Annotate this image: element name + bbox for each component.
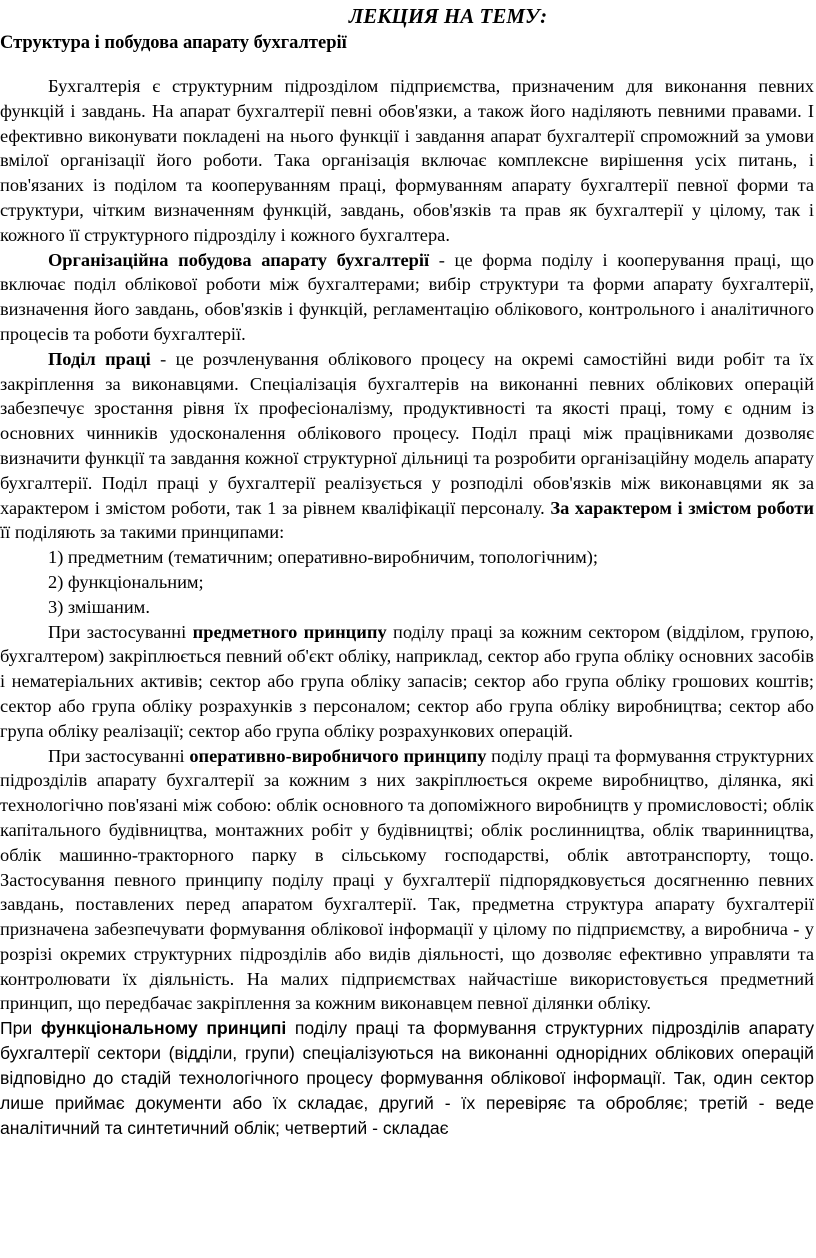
list-item: 1) предметним (тематичним; оперативно-виробничим, топологічним); bbox=[48, 547, 598, 568]
term-organizational-structure: Організаційна побудова апарату бухгалтерії bbox=[48, 249, 430, 270]
paragraph-organization: Організаційна побудова апарату бухгалтерії - це форма поділу і кооперування праці, що включає поділ облікової роботи між бухгалтерами; вибір структури та форми апарату бухгалтерії, визначення його завдань, обов'язків і функцій, регламентацію облікового, контрольного і аналітичного процесів та роботи бухгалтерії. bbox=[0, 249, 815, 344]
term-operational-principle: оперативно-виробничого принципу bbox=[189, 745, 487, 766]
term-subject-principle: предметного принципу bbox=[192, 621, 387, 642]
lecture-subtitle: Структура і побудова апарату бухгалтерії bbox=[0, 33, 347, 53]
paragraph-subject-principle: При застосуванні предметного принципу поділу праці за кожним сектором (відділом, групою, бухгалтером) закріплюється певний об'єкт обліку, наприклад, сектор або група обліку основних засобів і нематеріальних активів; сектор або група обліку запасів; сектор або група обліку грошових коштів; сектор або група обліку розрахунків з персоналом; сектор або група обліку виробництва; сектор або група обліку реалізації; сектор або група обліку розрахункових операцій. bbox=[0, 621, 814, 741]
paragraph-division-of-labor: Поділ праці - це розчленування облікового процесу на окремі самостійні види робіт та їх закріплення за виконавцями. Спеціалізація бухгалтерів на виконанні певних облікових операцій забезпечує зростання рівня їх професіоналізму, продуктивності та якості праці, тому є одним із основних чинників удосконалення облікового процесу. Поділ праці між працівниками дозволяє визначити функції та завдання кожної структурної дільниці та розробити організаційну модель апарату бухгалтерії. Поділ праці у бухгалтерії реалізується у розподілі обов'язків між виконавцями як за характером і змістом роботи, так 1 за рівнем кваліфікації персоналу. За характером і змістом роботи її поділяють за такими принципами: bbox=[0, 348, 814, 543]
term-division-of-labor: Поділ праці bbox=[48, 348, 151, 369]
lecture-title: ЛЕКЦИЯ НА ТЕМУ: bbox=[348, 4, 548, 28]
term-functional-principle: функціональному принципі bbox=[40, 1018, 287, 1039]
paragraph-intro: Бухгалтерія є структурним підрозділом підприємства, призначеним для виконання певних функцій і завдань. На апарат бухгалтерії певні обов'язки, а також його наділяють певними правами. І ефективно виконувати покладені на нього функції і завдання апарат бухгалтерії спроможний за умови вмілої організації його роботи. Така організація включає комплексне вирішення усіх питань, і пов'язаних із поділом та кооперуванням праці, формуванням апарату бухгалтерії певної форми та структури, чітким визначенням функцій, завдань, обов'язків та прав як бухгалтерії у цілому, так і кожного її структурного підрозділу і кожного бухгалтера. bbox=[0, 76, 814, 245]
paragraph-functional-principle: При функціональному принципі поділу праці та формування структурних підрозділів апарату бухгалтерії сектори (відділи, групи) спеціалізуються на виконанні однорідних облікових операцій відповідно до стадій технологічного процесу формування облікової інформації. Так, один сектор лише приймає документи або їх складає, другий - їх перевіряє та обробляє; третій - веде аналітичний та синтетичний облік; четвертий - складає bbox=[0, 1018, 814, 1139]
lecture-body bbox=[0, 74, 814, 1141]
list-item: 3) змішаним. bbox=[48, 596, 150, 617]
paragraph-operational-principle: При застосуванні оперативно-виробничого принципу поділу праці та формування структурних підрозділів апарату бухгалтерії за кожним з них закріплюється окреме виробництво, ділянка, які технологічно пов'язані між собою: облік основного та допоміжного виробництв у промисловості; облік капітального будівництва, монтажних робіт у будівництві; облік рослинництва, облік тваринництва, облік машинно-тракторного парку в сільському господарстві, облік автотранспорту, тощо. Застосування певного принципу поділу праці у бухгалтерії підпорядковується досягненню певних завдань, поставлених перед апаратом бухгалтерії. Так, предметна структура апарату бухгалтерії призначена забезпечувати формування облікової інформації у цілому по підприємству, а виробнича - у розрізі окремих структурних підрозділів або видів діяльності, що дозволяє ефективно управляти та контролювати їх діяльність. На малих підприємствах найчастіше використовується предметний принцип, що передбачає закріплення за кожним виконавцем певної ділянки обліку. bbox=[0, 745, 814, 1014]
list-item: 2) функціональним; bbox=[48, 571, 204, 592]
term-by-nature-of-work: За характером і змістом роботи bbox=[550, 497, 814, 518]
